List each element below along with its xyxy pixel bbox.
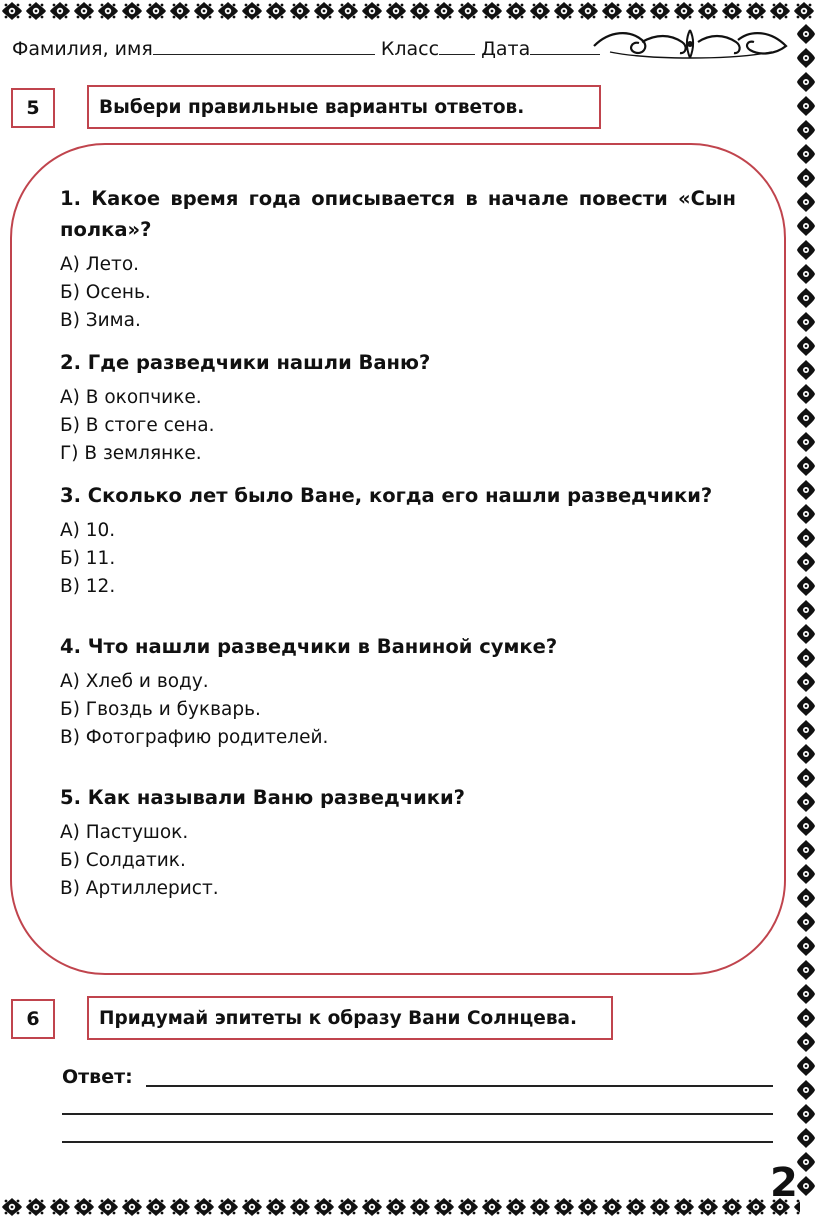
answer-options [60, 517, 736, 601]
question-block [60, 782, 736, 903]
task-instruction: Придумай эпитеты к образу Вани Солнцева. [99, 1007, 578, 1029]
answer-line[interactable] [62, 1113, 773, 1115]
answer-option[interactable]: А) Пастушок. [60, 822, 189, 843]
answer-option[interactable]: А) Лето. [60, 254, 140, 275]
answer-options [60, 384, 736, 468]
ornament-border-right [796, 22, 816, 1196]
question-block [60, 480, 736, 601]
class-label: Класс [380, 38, 440, 60]
task-number: 6 [26, 1008, 40, 1030]
flourish-ornament [590, 24, 790, 62]
answer-option[interactable]: В) 12. [60, 576, 116, 597]
answer-line[interactable] [146, 1085, 773, 1087]
answer-option[interactable]: Б) Гвоздь и букварь. [60, 699, 261, 720]
answer-options [60, 819, 736, 903]
task-number: 5 [26, 97, 40, 119]
quiz-questions [60, 183, 736, 903]
question-text: 2. Где разведчики нашли Ваню? [60, 351, 431, 374]
answer-option[interactable]: А) Хлеб и воду. [60, 671, 209, 692]
answer-label: Ответ: [62, 1066, 133, 1088]
answer-options [60, 668, 736, 752]
name-label: Фамилия, имя [12, 38, 153, 60]
date-label: Дата [481, 38, 531, 60]
question-text: 5. Как называли Ваню разведчики? [60, 786, 465, 809]
answer-line[interactable] [62, 1141, 773, 1143]
answer-option[interactable]: Г) В землянке. [60, 443, 202, 464]
question-text: 3. Сколько лет было Ване, когда его нашли разведчики? [60, 484, 713, 507]
task-number-box [11, 88, 55, 128]
question-block [60, 183, 736, 335]
answer-options [60, 251, 736, 335]
answer-option[interactable]: Б) Солдатик. [60, 850, 186, 871]
task-number-box [11, 999, 55, 1039]
ornament-border-top [0, 0, 816, 22]
task-instruction-box [87, 996, 613, 1040]
task-instruction-box [87, 85, 601, 129]
ornament-border-bottom [0, 1196, 800, 1218]
answer-option[interactable]: Б) 11. [60, 548, 116, 569]
class-blank[interactable] [439, 38, 475, 55]
question-text: 4. Что нашли разведчики в Ваниной сумке? [60, 635, 558, 658]
question-block [60, 631, 736, 752]
answer-option[interactable]: Б) Осень. [60, 282, 151, 303]
student-info-header [12, 38, 600, 60]
answer-option[interactable]: Б) В стоге сена. [60, 415, 215, 436]
answer-option[interactable]: В) Фотографию родителей. [60, 727, 329, 748]
answer-option[interactable]: В) Артиллерист. [60, 878, 219, 899]
name-blank[interactable] [153, 38, 375, 55]
answer-option[interactable]: А) 10. [60, 520, 116, 541]
question-text: 1. Какое время года описывается в начале повести «Сын полка»? [60, 187, 736, 241]
question-block [60, 347, 736, 468]
answer-option[interactable]: А) В окопчике. [60, 387, 202, 408]
page-number: 2 [770, 1160, 798, 1206]
answer-option[interactable]: В) Зима. [60, 310, 141, 331]
task-instruction: Выбери правильные варианты ответов. [99, 96, 525, 118]
